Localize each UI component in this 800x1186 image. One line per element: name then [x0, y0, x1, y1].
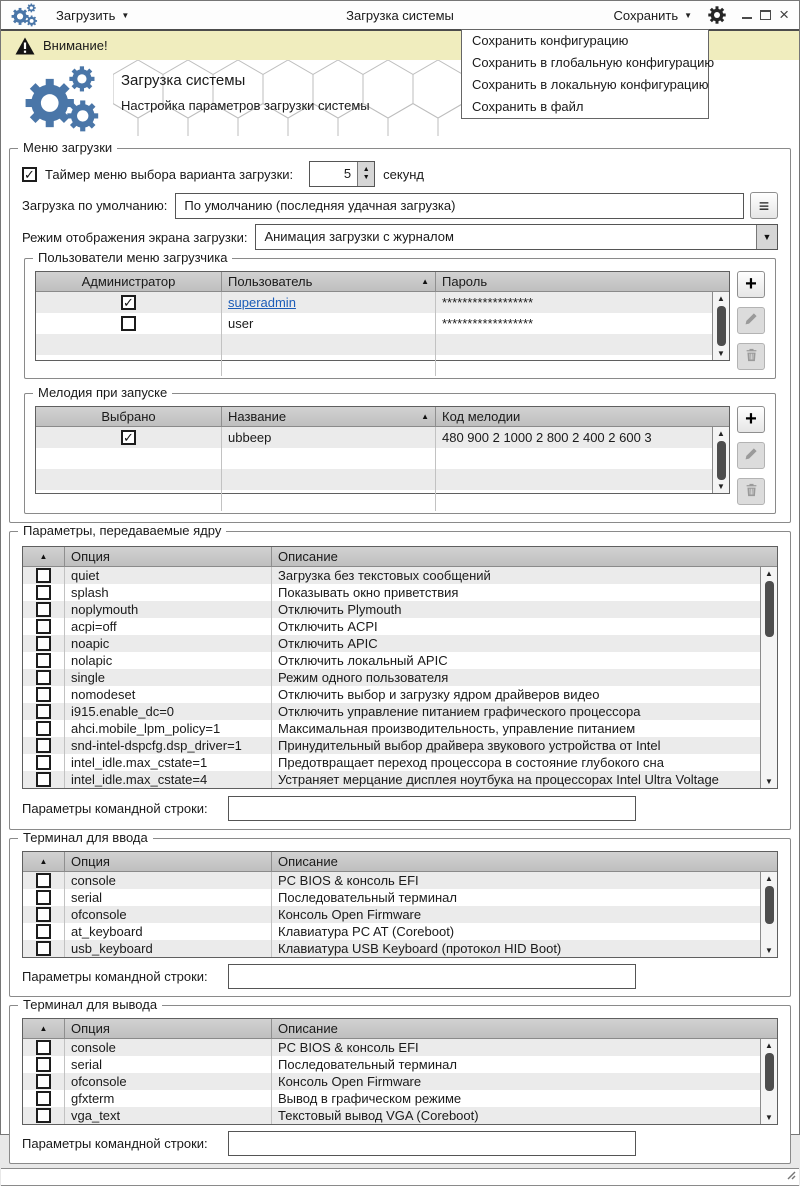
user-link[interactable]: superadmin	[228, 295, 296, 310]
warning-text: Внимание!	[43, 38, 108, 53]
option-cell[interactable]: at_keyboard	[65, 923, 272, 940]
group-kernel-params	[9, 531, 791, 830]
add-melody-button[interactable]	[737, 406, 765, 433]
scroll-up-icon[interactable]: ▲	[765, 872, 773, 885]
description-cell[interactable]: PC BIOS & консоль EFI	[272, 1039, 777, 1056]
group-legend: Параметры, передаваемые ядру	[18, 523, 226, 539]
display-mode-label: Режим отображения экрана загрузки:	[22, 230, 247, 245]
cmdline-label: Параметры командной строки:	[22, 969, 228, 984]
column-header-check[interactable]	[23, 1019, 65, 1038]
description-cell[interactable]: Максимальная производительность, управление питанием	[272, 720, 777, 737]
hamburger-icon: ≡	[759, 197, 770, 215]
input-terminal-header	[23, 852, 777, 872]
row-checkbox[interactable]	[36, 924, 51, 939]
table-row[interactable]	[36, 469, 729, 490]
sort-asc-icon: ▲	[40, 552, 48, 561]
table-row[interactable]	[36, 448, 729, 469]
row-checkbox[interactable]	[36, 1091, 51, 1106]
description-cell[interactable]: Вывод в графическом режиме	[272, 1090, 777, 1107]
default-boot-menu-button[interactable]	[750, 192, 778, 219]
table-row[interactable]	[23, 1073, 777, 1090]
sort-asc-icon: ▲	[421, 412, 429, 421]
option-cell[interactable]: gfxterm	[65, 1090, 272, 1107]
trash-icon	[745, 483, 758, 500]
group-legend: Терминал для вывода	[18, 997, 162, 1013]
pencil-icon	[744, 312, 758, 329]
table-row[interactable]	[36, 313, 729, 334]
minimize-button[interactable]	[742, 17, 752, 19]
add-user-button[interactable]	[737, 271, 765, 298]
chevron-down-icon[interactable]: ▼	[756, 225, 777, 249]
warning-triangle-icon	[15, 37, 35, 55]
column-header-user[interactable]: Пользователь ▲	[222, 272, 436, 291]
toolbar	[1, 1, 799, 31]
scroll-down-icon[interactable]: ▼	[765, 1111, 773, 1124]
table-row[interactable]	[36, 355, 729, 376]
description-cell[interactable]: Отключить APIC	[272, 635, 777, 652]
description-cell[interactable]: Последовательный терминал	[272, 1056, 777, 1073]
app-logo-gears-icon	[11, 3, 37, 27]
description-cell[interactable]: Клавиатура USB Keyboard (протокол HID Boot)	[272, 940, 777, 957]
group-input-terminal	[9, 838, 791, 997]
option-cell[interactable]: ofconsole	[65, 906, 272, 923]
row-checkbox[interactable]: ✓	[121, 430, 136, 445]
table-row[interactable]	[23, 567, 777, 584]
melody-table-body	[36, 427, 729, 493]
timer-value[interactable]: 5	[310, 162, 357, 186]
table-row[interactable]	[23, 737, 777, 754]
option-cell[interactable]: console	[65, 1039, 272, 1056]
row-checkbox[interactable]	[36, 1057, 51, 1072]
group-legend: Мелодия при запуске	[33, 385, 172, 401]
boot-gears-icon	[17, 66, 105, 135]
default-boot-field[interactable]: По умолчанию (последняя удачная загрузка)	[175, 193, 744, 219]
maximize-button[interactable]	[760, 10, 771, 20]
table-row[interactable]	[36, 490, 729, 511]
column-header-name[interactable]: Название ▲	[222, 407, 436, 426]
column-header-description[interactable]: Описание	[272, 547, 777, 566]
row-checkbox[interactable]	[36, 704, 51, 719]
output-terminal-body	[23, 1039, 777, 1124]
group-boot-menu	[9, 148, 791, 523]
group-legend: Меню загрузки	[18, 140, 117, 156]
table-row[interactable]	[23, 872, 777, 889]
description-cell[interactable]: Последовательный терминал	[272, 889, 777, 906]
description-cell[interactable]: Предотвращает переход процессора в состояние глубокого сна	[272, 754, 777, 771]
output-terminal-header	[23, 1019, 777, 1039]
settings-gear-icon[interactable]	[708, 6, 726, 24]
row-checkbox[interactable]	[36, 636, 51, 651]
option-cell[interactable]: vga_text	[65, 1107, 272, 1124]
table-row[interactable]	[23, 584, 777, 601]
option-cell[interactable]: i915.enable_dc=0	[65, 703, 272, 720]
option-cell[interactable]: noplymouth	[65, 601, 272, 618]
menu-item-save-file[interactable]: Сохранить в файл	[462, 96, 708, 118]
column-header-option[interactable]: Опция	[65, 852, 272, 871]
default-boot-label: Загрузка по умолчанию:	[22, 198, 167, 213]
option-cell[interactable]: ofconsole	[65, 1073, 272, 1090]
row-checkbox[interactable]	[36, 670, 51, 685]
resize-grip[interactable]	[784, 1168, 796, 1183]
scrollbar-thumb[interactable]	[765, 1053, 774, 1091]
description-cell[interactable]: Принудительный выбор драйвера звукового устройства от Intel	[272, 737, 777, 754]
description-cell[interactable]: Консоль Open Firmware	[272, 1073, 777, 1090]
table-row[interactable]	[23, 652, 777, 669]
scrollbar-thumb[interactable]	[717, 441, 726, 480]
users-scrollbar[interactable]	[712, 292, 729, 360]
option-cell[interactable]: serial	[65, 1056, 272, 1073]
cmdline-label: Параметры командной строки:	[22, 801, 228, 816]
option-cell[interactable]: intel_idle.max_cstate=4	[65, 771, 272, 788]
edit-user-button[interactable]	[737, 307, 765, 334]
row-checkbox[interactable]	[121, 316, 136, 331]
table-row[interactable]	[23, 618, 777, 635]
scroll-down-icon[interactable]: ▼	[765, 775, 773, 788]
column-header-admin[interactable]: Администратор	[36, 272, 222, 291]
display-mode-select[interactable]	[255, 224, 778, 250]
row-checkbox[interactable]	[36, 653, 51, 668]
input-terminal-scrollbar[interactable]	[760, 872, 777, 957]
row-checkbox[interactable]	[36, 568, 51, 583]
scroll-down-icon[interactable]: ▼	[765, 944, 773, 957]
row-checkbox[interactable]	[36, 873, 51, 888]
table-row[interactable]	[36, 292, 729, 313]
table-row[interactable]	[23, 686, 777, 703]
option-cell[interactable]: splash	[65, 584, 272, 601]
row-checkbox[interactable]	[36, 1108, 51, 1123]
table-row[interactable]	[23, 601, 777, 618]
output-terminal-scrollbar[interactable]	[760, 1039, 777, 1124]
column-header-password[interactable]: Пароль	[436, 272, 729, 291]
option-cell[interactable]: intel_idle.max_cstate=1	[65, 754, 272, 771]
close-button[interactable]: ×	[779, 8, 789, 22]
melody-scrollbar[interactable]	[712, 427, 729, 493]
row-checkbox[interactable]	[36, 585, 51, 600]
group-legend: Пользователи меню загрузчика	[33, 250, 232, 266]
option-cell[interactable]: nomodeset	[65, 686, 272, 703]
group-legend: Терминал для ввода	[18, 830, 153, 846]
table-row[interactable]	[23, 754, 777, 771]
column-header-selected[interactable]: Выбрано	[36, 407, 222, 426]
row-checkbox[interactable]	[36, 721, 51, 736]
row-checkbox[interactable]	[36, 941, 51, 956]
table-row[interactable]	[23, 720, 777, 737]
input-terminal-table	[22, 851, 778, 958]
description-cell[interactable]: Отключить управление питанием графического процессора	[272, 703, 777, 720]
column-header-description[interactable]: Описание	[272, 1019, 777, 1038]
plus-icon: +	[745, 408, 757, 431]
kernel-table-body	[23, 567, 777, 788]
row-checkbox[interactable]	[36, 755, 51, 770]
status-bar	[1, 1168, 799, 1186]
table-row[interactable]	[23, 635, 777, 652]
row-checkbox[interactable]	[36, 1074, 51, 1089]
melody-name-cell[interactable]: ubbeep	[222, 427, 436, 448]
delete-melody-button[interactable]	[737, 478, 765, 505]
row-checkbox[interactable]	[36, 738, 51, 753]
table-row[interactable]	[36, 427, 729, 448]
table-row[interactable]	[23, 940, 777, 957]
users-table	[35, 271, 730, 361]
row-checkbox[interactable]	[36, 687, 51, 702]
column-header-code[interactable]: Код мелодии	[436, 407, 729, 426]
description-cell[interactable]: Отключить выбор и загрузку ядром драйверов видео	[272, 686, 777, 703]
column-header-option[interactable]: Опция	[65, 547, 272, 566]
description-cell[interactable]: Показывать окно приветствия	[272, 584, 777, 601]
table-row[interactable]	[23, 1107, 777, 1124]
cmdline-label: Параметры командной строки:	[22, 1136, 228, 1151]
table-row[interactable]	[23, 703, 777, 720]
option-cell[interactable]: snd-intel-dspcfg.dsp_driver=1	[65, 737, 272, 754]
column-header-description[interactable]: Описание	[272, 852, 777, 871]
melody-table-header	[36, 407, 729, 427]
page-title: Загрузка системы	[121, 72, 370, 89]
scrollbar-thumb[interactable]	[765, 581, 774, 637]
users-table-body	[36, 292, 729, 360]
edit-melody-button[interactable]	[737, 442, 765, 469]
save-menu-popup	[461, 29, 709, 119]
kernel-params-table	[22, 546, 778, 789]
table-row[interactable]	[23, 1039, 777, 1056]
trash-icon	[745, 348, 758, 365]
option-cell[interactable]: quiet	[65, 567, 272, 584]
delete-user-button[interactable]	[737, 343, 765, 370]
description-cell[interactable]: Отключить Plymouth	[272, 601, 777, 618]
table-row[interactable]	[36, 334, 729, 355]
option-cell[interactable]: noapic	[65, 635, 272, 652]
password-cell[interactable]: ******************	[436, 313, 729, 334]
row-checkbox[interactable]	[36, 1040, 51, 1055]
users-table-header	[36, 272, 729, 292]
menu-item-save-global[interactable]: Сохранить в глобальную конфигурацию	[462, 52, 708, 74]
table-row[interactable]	[23, 906, 777, 923]
column-header-option[interactable]: Опция	[65, 1019, 272, 1038]
menu-item-save-local[interactable]: Сохранить в локальную конфигурацию	[462, 74, 708, 96]
sort-asc-icon: ▲	[40, 857, 48, 866]
column-header-check[interactable]	[23, 547, 65, 566]
option-cell[interactable]: usb_keyboard	[65, 940, 272, 957]
display-mode-value: Анимация загрузки с журналом	[256, 225, 756, 249]
timer-unit: секунд	[383, 167, 424, 182]
group-startup-melody	[24, 393, 776, 514]
table-row[interactable]	[23, 1056, 777, 1073]
table-row[interactable]	[23, 1090, 777, 1107]
scroll-up-icon[interactable]: ▲	[717, 427, 725, 440]
row-checkbox[interactable]	[36, 619, 51, 634]
scrollbar-thumb[interactable]	[717, 306, 726, 346]
table-row[interactable]	[23, 889, 777, 906]
group-boot-users	[24, 258, 776, 379]
description-cell[interactable]: Загрузка без текстовых сообщений	[272, 567, 777, 584]
description-cell[interactable]: PC BIOS & консоль EFI	[272, 872, 777, 889]
load-menu-button[interactable]: Загрузить ▼	[50, 5, 135, 26]
kernel-scrollbar[interactable]	[760, 567, 777, 788]
plus-icon: +	[745, 273, 757, 296]
scroll-down-icon[interactable]: ▼	[717, 480, 725, 493]
option-cell[interactable]: serial	[65, 889, 272, 906]
row-checkbox[interactable]: ✓	[121, 295, 136, 310]
scroll-up-icon[interactable]: ▲	[717, 292, 725, 305]
description-cell[interactable]: Отключить локальный APIC	[272, 652, 777, 669]
table-row[interactable]	[23, 771, 777, 788]
scroll-down-icon[interactable]: ▼	[717, 347, 725, 360]
kernel-cmdline-input[interactable]	[228, 796, 636, 821]
melody-table	[35, 406, 730, 494]
scroll-up-icon[interactable]: ▲	[765, 567, 773, 580]
timer-checkbox[interactable]: ✓	[22, 167, 37, 182]
column-header-check[interactable]	[23, 852, 65, 871]
kernel-table-header	[23, 547, 777, 567]
description-cell[interactable]: Режим одного пользователя	[272, 669, 777, 686]
spinner-arrows-icon[interactable]: ▲ ▼	[357, 162, 374, 186]
chevron-down-icon: ▼	[121, 11, 129, 20]
scroll-up-icon[interactable]: ▲	[765, 1039, 773, 1052]
output-terminal-cmdline-input[interactable]	[228, 1131, 636, 1156]
option-cell[interactable]: acpi=off	[65, 618, 272, 635]
timer-spinner[interactable]	[309, 161, 375, 187]
page-subtitle: Настройка параметров загрузки системы	[121, 98, 370, 113]
row-checkbox[interactable]	[36, 602, 51, 617]
user-cell[interactable]: user	[222, 313, 436, 334]
window-title: Загрузка системы	[1, 8, 799, 23]
description-cell[interactable]: Клавиатура PC AT (Coreboot)	[272, 923, 777, 940]
save-menu-button[interactable]: Сохранить ▼	[608, 5, 699, 26]
sort-asc-icon: ▲	[40, 1024, 48, 1033]
menu-item-save-config[interactable]: Сохранить конфигурацию	[462, 30, 708, 52]
group-output-terminal	[9, 1005, 791, 1164]
input-terminal-body	[23, 872, 777, 957]
option-cell[interactable]: console	[65, 872, 272, 889]
row-checkbox[interactable]	[36, 772, 51, 787]
timer-label: Таймер меню выбора варианта загрузки:	[45, 167, 293, 182]
option-cell[interactable]: single	[65, 669, 272, 686]
password-cell[interactable]: ******************	[436, 292, 729, 313]
table-row[interactable]	[23, 669, 777, 686]
melody-code-cell[interactable]: 480 900 2 1000 2 800 2 400 2 600 3	[436, 427, 729, 448]
description-cell[interactable]: Отключить ACPI	[272, 618, 777, 635]
description-cell[interactable]: Текстовый вывод VGA (Coreboot)	[272, 1107, 777, 1124]
description-cell[interactable]: Консоль Open Firmware	[272, 906, 777, 923]
sort-asc-icon: ▲	[421, 277, 429, 286]
description-cell[interactable]: Устраняет мерцание дисплея ноутбука на процессорах Intel Ultra Voltage	[272, 771, 777, 788]
pencil-icon	[744, 447, 758, 464]
row-checkbox[interactable]	[36, 890, 51, 905]
option-cell[interactable]: ahci.mobile_lpm_policy=1	[65, 720, 272, 737]
output-terminal-table	[22, 1018, 778, 1125]
input-terminal-cmdline-input[interactable]	[228, 964, 636, 989]
user-cell[interactable]	[222, 292, 436, 313]
chevron-down-icon: ▼	[684, 11, 692, 20]
scrollbar-thumb[interactable]	[765, 886, 774, 924]
row-checkbox[interactable]	[36, 907, 51, 922]
table-row[interactable]	[23, 923, 777, 940]
option-cell[interactable]: nolapic	[65, 652, 272, 669]
